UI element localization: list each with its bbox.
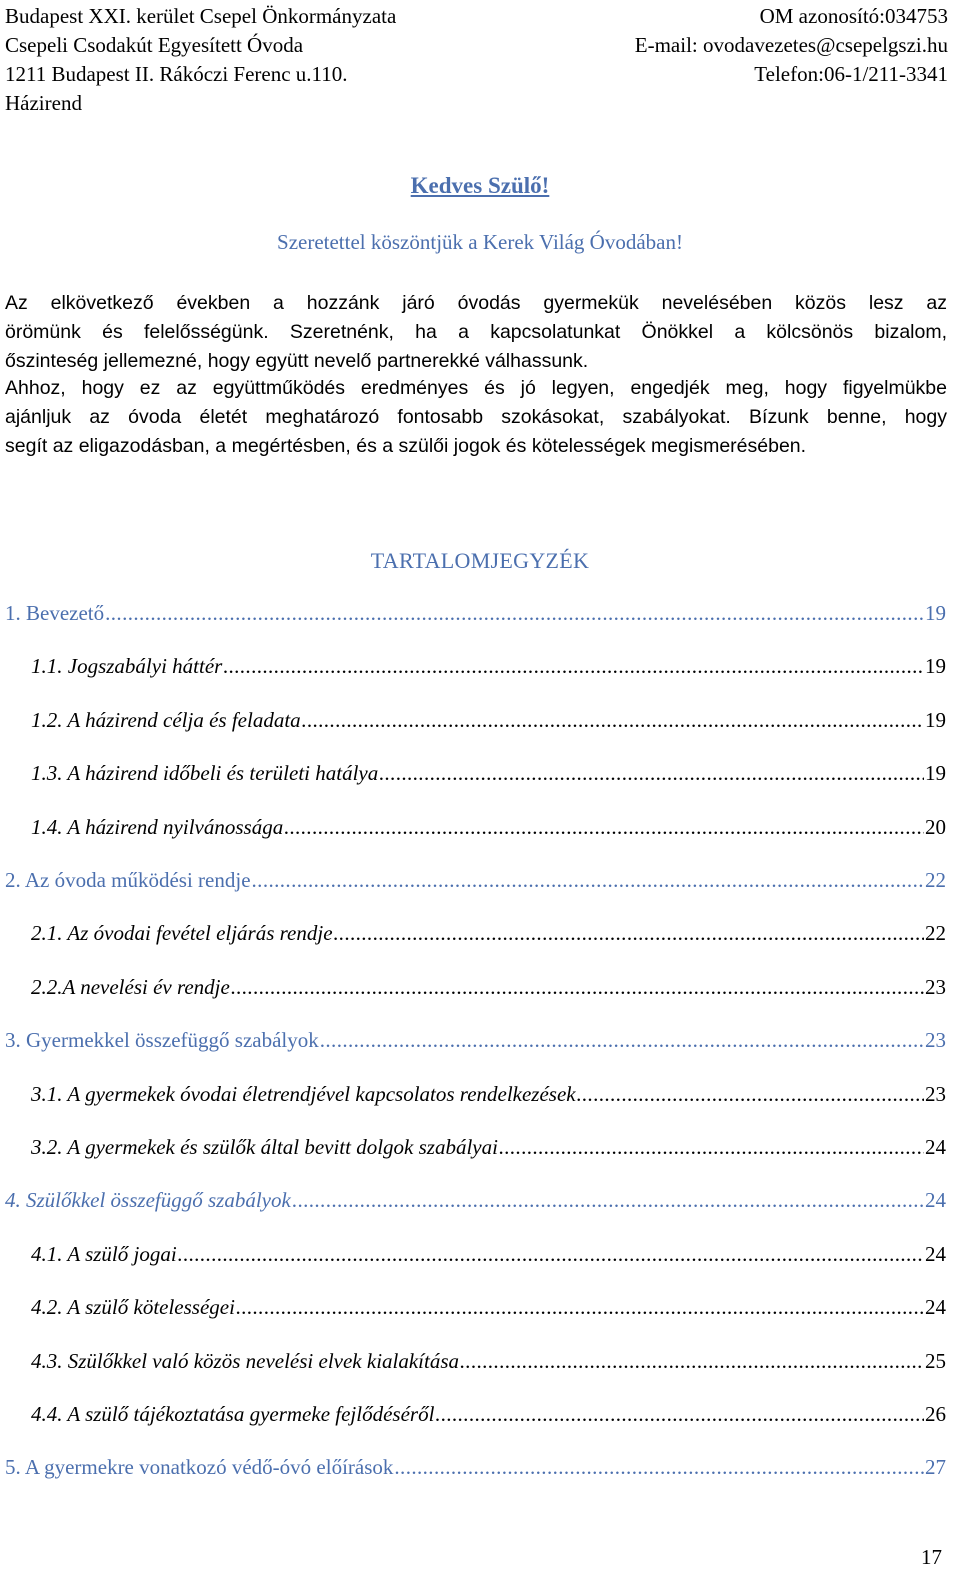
toc-entry-page: 27	[925, 1455, 946, 1480]
header-address: 1211 Budapest II. Rákóczi Ferenc u.110.	[5, 62, 348, 86]
welcome-line: Szeretettel köszöntjük a Kerek Világ Óvodában!	[277, 230, 683, 254]
toc-entry-page: 26	[925, 1402, 946, 1426]
intro-line: segít az eligazodásban, a megértésben, és a szülői jogok és kötelességek megismerésében.	[5, 435, 807, 457]
toc-entry-label: 5. A gyermekre vonatkozó védő-óvó előírások	[5, 1455, 394, 1480]
toc-entry-label: 2.1. Az óvodai fevétel eljárás rendje	[31, 921, 333, 946]
toc-entry-label: 2.2.A nevelési év rendje	[31, 974, 230, 999]
toc-entry-page: 24	[925, 1135, 946, 1159]
toc-entry[interactable]	[31, 1132, 946, 1162]
toc-entry[interactable]	[5, 598, 946, 628]
toc-entry-page: 24	[925, 1188, 946, 1213]
toc-dot-leader	[284, 812, 924, 842]
toc-entry-label: 3. Gyermekkel összefüggő szabályok	[5, 1028, 319, 1053]
toc-entry-label: 4.3. Szülőkkel való közös nevelési elvek kialakítása	[31, 1348, 460, 1373]
header-municipality: Budapest XXI. kerület Csepel Önkormányzata	[5, 4, 397, 28]
toc-entry-label: 3.1. A gyermekek óvodai életrendjével kapcsolatos rendelkezések	[31, 1081, 576, 1106]
toc-entry-label: 3.2. A gyermekek és szülők által bevitt dolgok szabályai	[31, 1135, 498, 1159]
toc-entry[interactable]	[31, 705, 946, 735]
toc-entry[interactable]	[5, 1025, 946, 1055]
intro-line: ajánljuk az óvoda életét meghatározó fontosabb szokásokat, szabályokat. Bízunk benne, hogy	[5, 406, 947, 428]
toc-dot-leader	[236, 1292, 924, 1322]
toc-dot-leader	[302, 705, 924, 735]
toc-dot-leader	[460, 1346, 924, 1376]
toc-entry-label: 2. Az óvoda működési rendje	[5, 868, 251, 892]
toc-entry-page: 24	[925, 1295, 946, 1320]
header-om-id: OM azonosító:034753	[759, 4, 948, 28]
toc-dot-leader	[435, 1399, 924, 1429]
toc-entry[interactable]	[5, 1452, 946, 1482]
intro-paragraph-1	[5, 289, 947, 376]
toc-dot-leader	[394, 1452, 924, 1482]
toc-entry[interactable]	[31, 1399, 946, 1429]
intro-paragraph-2	[5, 374, 947, 461]
toc-entry-label: 4.2. A szülő kötelességei	[31, 1295, 235, 1320]
toc-entry-page: 23	[925, 974, 946, 999]
toc-dot-leader	[105, 598, 924, 628]
toc-dot-leader	[292, 1185, 924, 1215]
header-doc-type: Házirend	[5, 91, 82, 115]
toc-dot-leader	[223, 651, 924, 681]
toc-entry-page: 24	[925, 1241, 946, 1266]
intro-line: Ahhoz, hogy ez az együttműködés eredményes és jó legyen, engedjék meg, hogy figyelmükbe	[5, 377, 947, 399]
page-number: 17	[921, 1545, 942, 1569]
toc-entry-label: 1. Bevezető	[5, 601, 105, 625]
toc-entry-page: 19	[925, 761, 946, 786]
toc-dot-leader	[499, 1132, 924, 1162]
toc-dot-leader	[320, 1025, 924, 1055]
toc-entry-label: 4.1. A szülő jogai	[31, 1241, 177, 1266]
toc-dot-leader	[231, 972, 924, 1002]
toc-entry-label: 4. Szülőkkel összefüggő szabályok	[5, 1188, 291, 1213]
toc-entry-label: 1.4. A házirend nyilvánossága	[31, 814, 284, 839]
toc-entry-label: 1.1. Jogszabályi háttér	[31, 654, 223, 679]
intro-line: örömünk és felelősségünk. Szeretnénk, ha a kapcsolatunkat Önökkel a kölcsönös bizalom,	[5, 321, 947, 343]
intro-line: Az elkövetkező években a hozzánk járó óvodás gyermekük nevelésében közös lesz az	[5, 292, 947, 314]
toc-entry[interactable]	[31, 918, 946, 948]
toc-entry[interactable]	[31, 1346, 946, 1376]
toc-entry[interactable]	[5, 865, 946, 895]
toc-dot-leader	[252, 865, 924, 895]
page-title: Kedves Szülő!	[410, 173, 550, 198]
toc-entry[interactable]	[31, 972, 946, 1002]
toc-title: TARTALOMJEGYZÉK	[370, 548, 590, 573]
toc-dot-leader	[577, 1079, 924, 1109]
toc-entry-page: 25	[925, 1348, 946, 1373]
toc-entry[interactable]	[31, 812, 946, 842]
toc-entry[interactable]	[31, 651, 946, 681]
toc-entry-page: 19	[925, 654, 946, 679]
intro-line: őszinteség jellemezné, hogy együtt nevelő partnerekké válhassunk.	[5, 350, 589, 372]
toc-entry[interactable]	[31, 1292, 946, 1322]
document-header	[5, 2, 948, 118]
toc-entry-label: 1.2. A házirend célja és feladata	[31, 707, 301, 732]
toc-entry-page: 23	[925, 1081, 946, 1106]
toc-dot-leader	[334, 918, 924, 948]
toc-entry[interactable]	[31, 758, 946, 788]
toc-dot-leader	[379, 758, 924, 788]
toc-entry-label: 1.3. A házirend időbeli és területi hatálya	[31, 761, 379, 786]
toc-entry-page: 22	[925, 921, 946, 946]
header-institution: Csepeli Csodakút Egyesített Óvoda	[5, 33, 304, 57]
toc-entry-page: 22	[925, 868, 946, 892]
toc-entry-page: 19	[925, 707, 946, 732]
toc-entry-page: 23	[925, 1028, 946, 1053]
toc-entry-page: 19	[925, 601, 946, 625]
toc-entry[interactable]	[31, 1079, 946, 1109]
toc-dot-leader	[178, 1239, 924, 1269]
toc-entry[interactable]	[5, 1185, 946, 1215]
toc-entry-page: 20	[925, 814, 946, 839]
header-phone: Telefon:06-1/211-3341	[754, 62, 948, 86]
header-email: E-mail: ovodavezetes@csepelgszi.hu	[634, 33, 948, 57]
toc-entry[interactable]	[31, 1239, 946, 1269]
toc-entry-label: 4.4. A szülő tájékoztatása gyermeke fejlődéséről	[31, 1402, 435, 1426]
